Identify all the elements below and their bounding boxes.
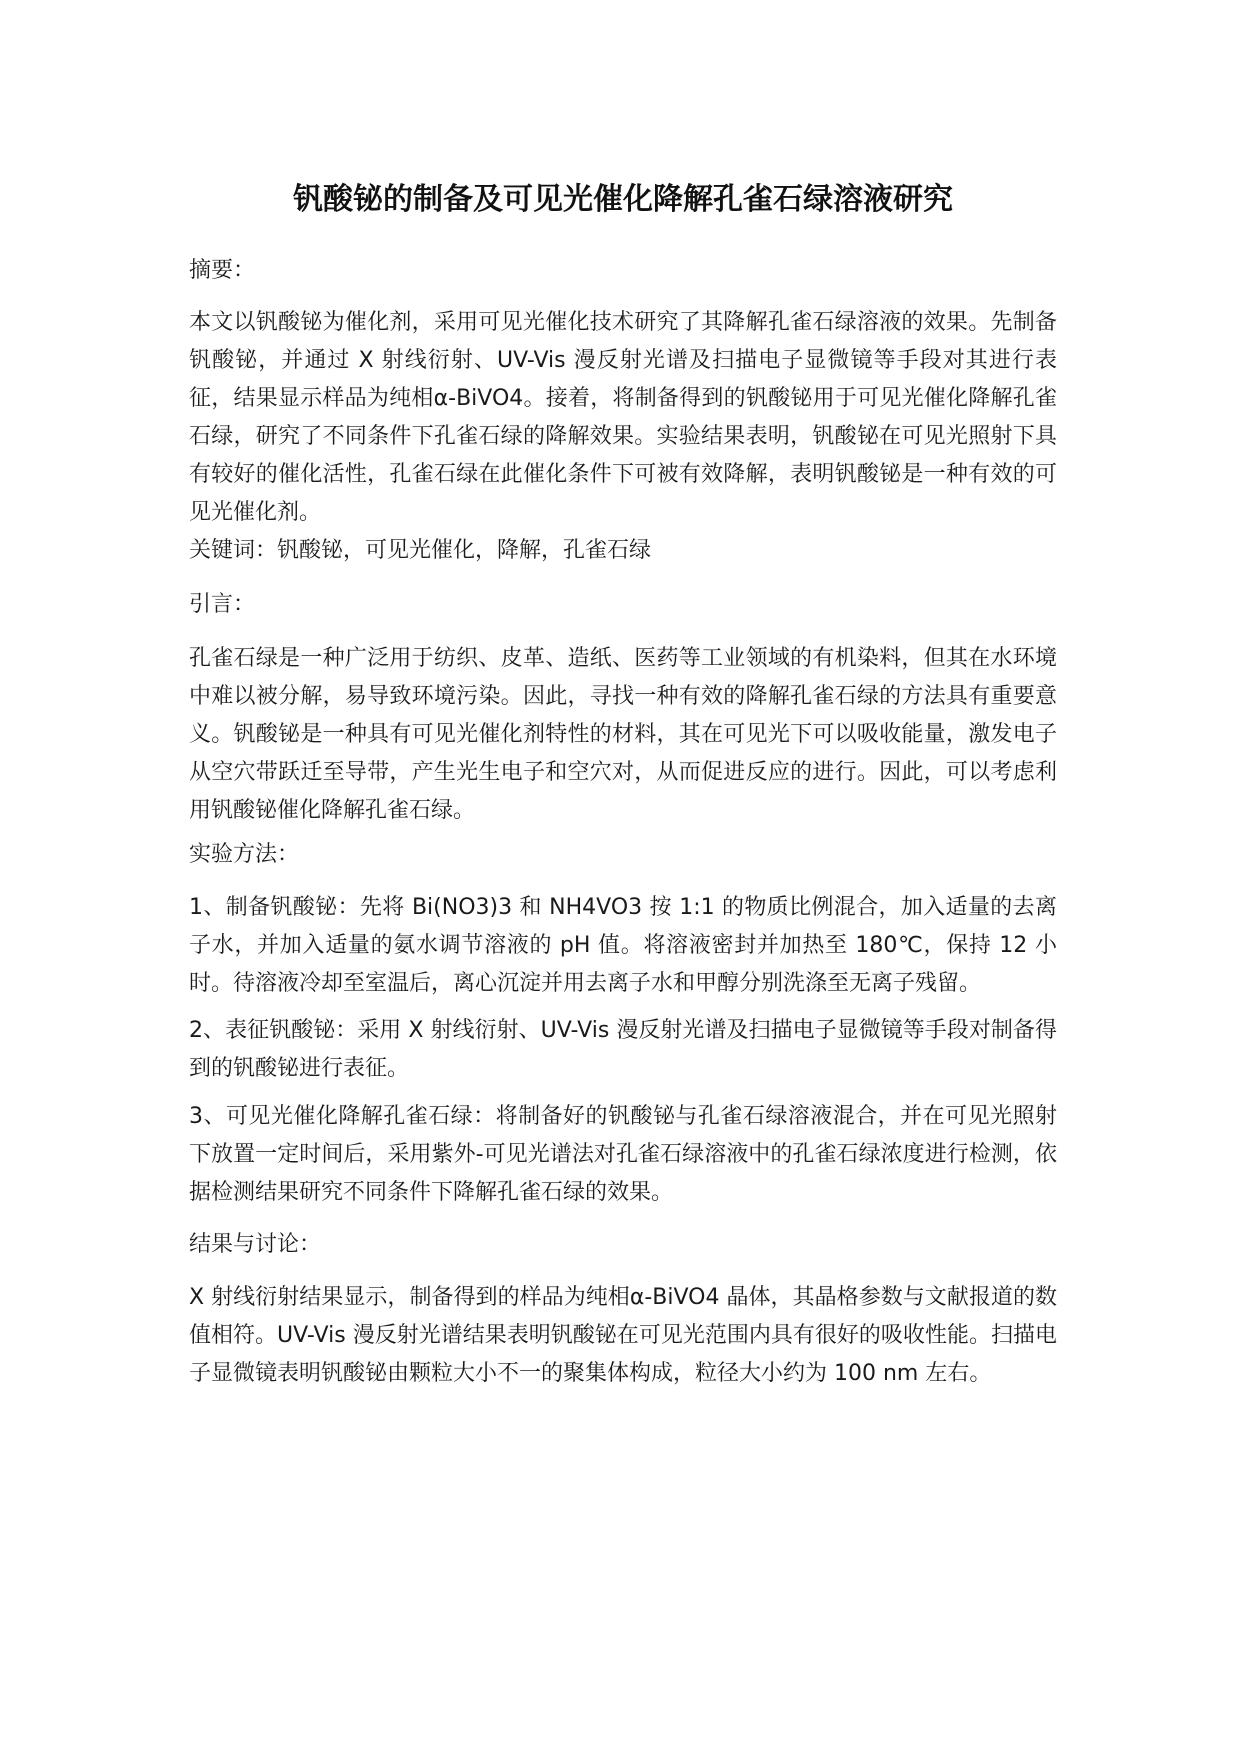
abstract-paragraph: 本文以钒酸铋为催化剂，采用可见光催化技术研究了其降解孔雀石绿溶液的效果。先制备钒酸铋，并通过 X 射线衍射、UV-Vis 漫反射光谱及扫描电子显微镜等手段对其进行表征，结果显示样品为纯相α-BiVO4。接着，将制备得到的钒酸铋用于可见光催化降解孔雀石绿，研究了不同条件下孔雀石绿的降解效果。实验结果表明，钒酸铋在可见光照射下具有较好的催化活性，孔雀石绿在此催化条件下可被有效降解，表明钒酸铋是一种有效的可见光催化剂。 [189,310,1057,525]
intro-heading: 引言： [189,592,256,617]
document-title: 钒酸铋的制备及可见光催化降解孔雀石绿溶液研究 [293,182,953,217]
method-step-2: 2、表征钒酸铋：采用 X 射线衍射、UV-Vis 漫反射光谱及扫描电子显微镜等手段对制备得到的钒酸铋进行表征。 [189,1018,1057,1081]
method-step-3: 3、可见光催化降解孔雀石绿：将制备好的钒酸铋与孔雀石绿溶液混合，并在可见光照射下放置一定时间后，采用紫外-可见光谱法对孔雀石绿溶液中的孔雀石绿浓度进行检测，依据检测结果研究不同条件下降解孔雀石绿的效果。 [189,1104,1057,1205]
results-paragraph: X 射线衍射结果显示，制备得到的样品为纯相α-BiVO4 晶体，其晶格参数与文献报道的数值相符。UV-Vis 漫反射光谱结果表明钒酸铋在可见光范围内具有很好的吸收性能。扫描电子显微镜表明钒酸铋由颗粒大小不一的聚集体构成，粒径大小约为 100 nm 左右。 [189,1285,1057,1386]
intro-paragraph: 孔雀石绿是一种广泛用于纺织、皮革、造纸、医药等工业领域的有机染料，但其在水环境中难以被分解，易导致环境污染。因此，寻找一种有效的降解孔雀石绿的方法具有重要意义。钒酸铋是一种具有可见光催化剂特性的材料，其在可见光下可以吸收能量，激发电子从空穴带跃迁至导带，产生光生电子和空穴对，从而促进反应的进行。因此，可以考虑利用钒酸铋催化降解孔雀石绿。 [189,646,1057,823]
method-step-1: 1、制备钒酸铋：先将 Bi(NO3)3 和 NH4VO3 按 1:1 的物质比例混合，加入适量的去离子水，并加入适量的氨水调节溶液的 pH 值。将溶液密封并加热至 180℃，保持 12 小时。待溶液冷却至室温后，离心沉淀并用去离子水和甲醇分别洗涤至无离子残留。 [189,895,1057,996]
keywords-line: 关键词：钒酸铋，可见光催化，降解，孔雀石绿 [189,538,652,563]
methods-heading: 实验方法： [189,842,300,867]
abstract-heading: 摘要： [189,258,256,283]
results-heading: 结果与讨论： [189,1232,322,1257]
